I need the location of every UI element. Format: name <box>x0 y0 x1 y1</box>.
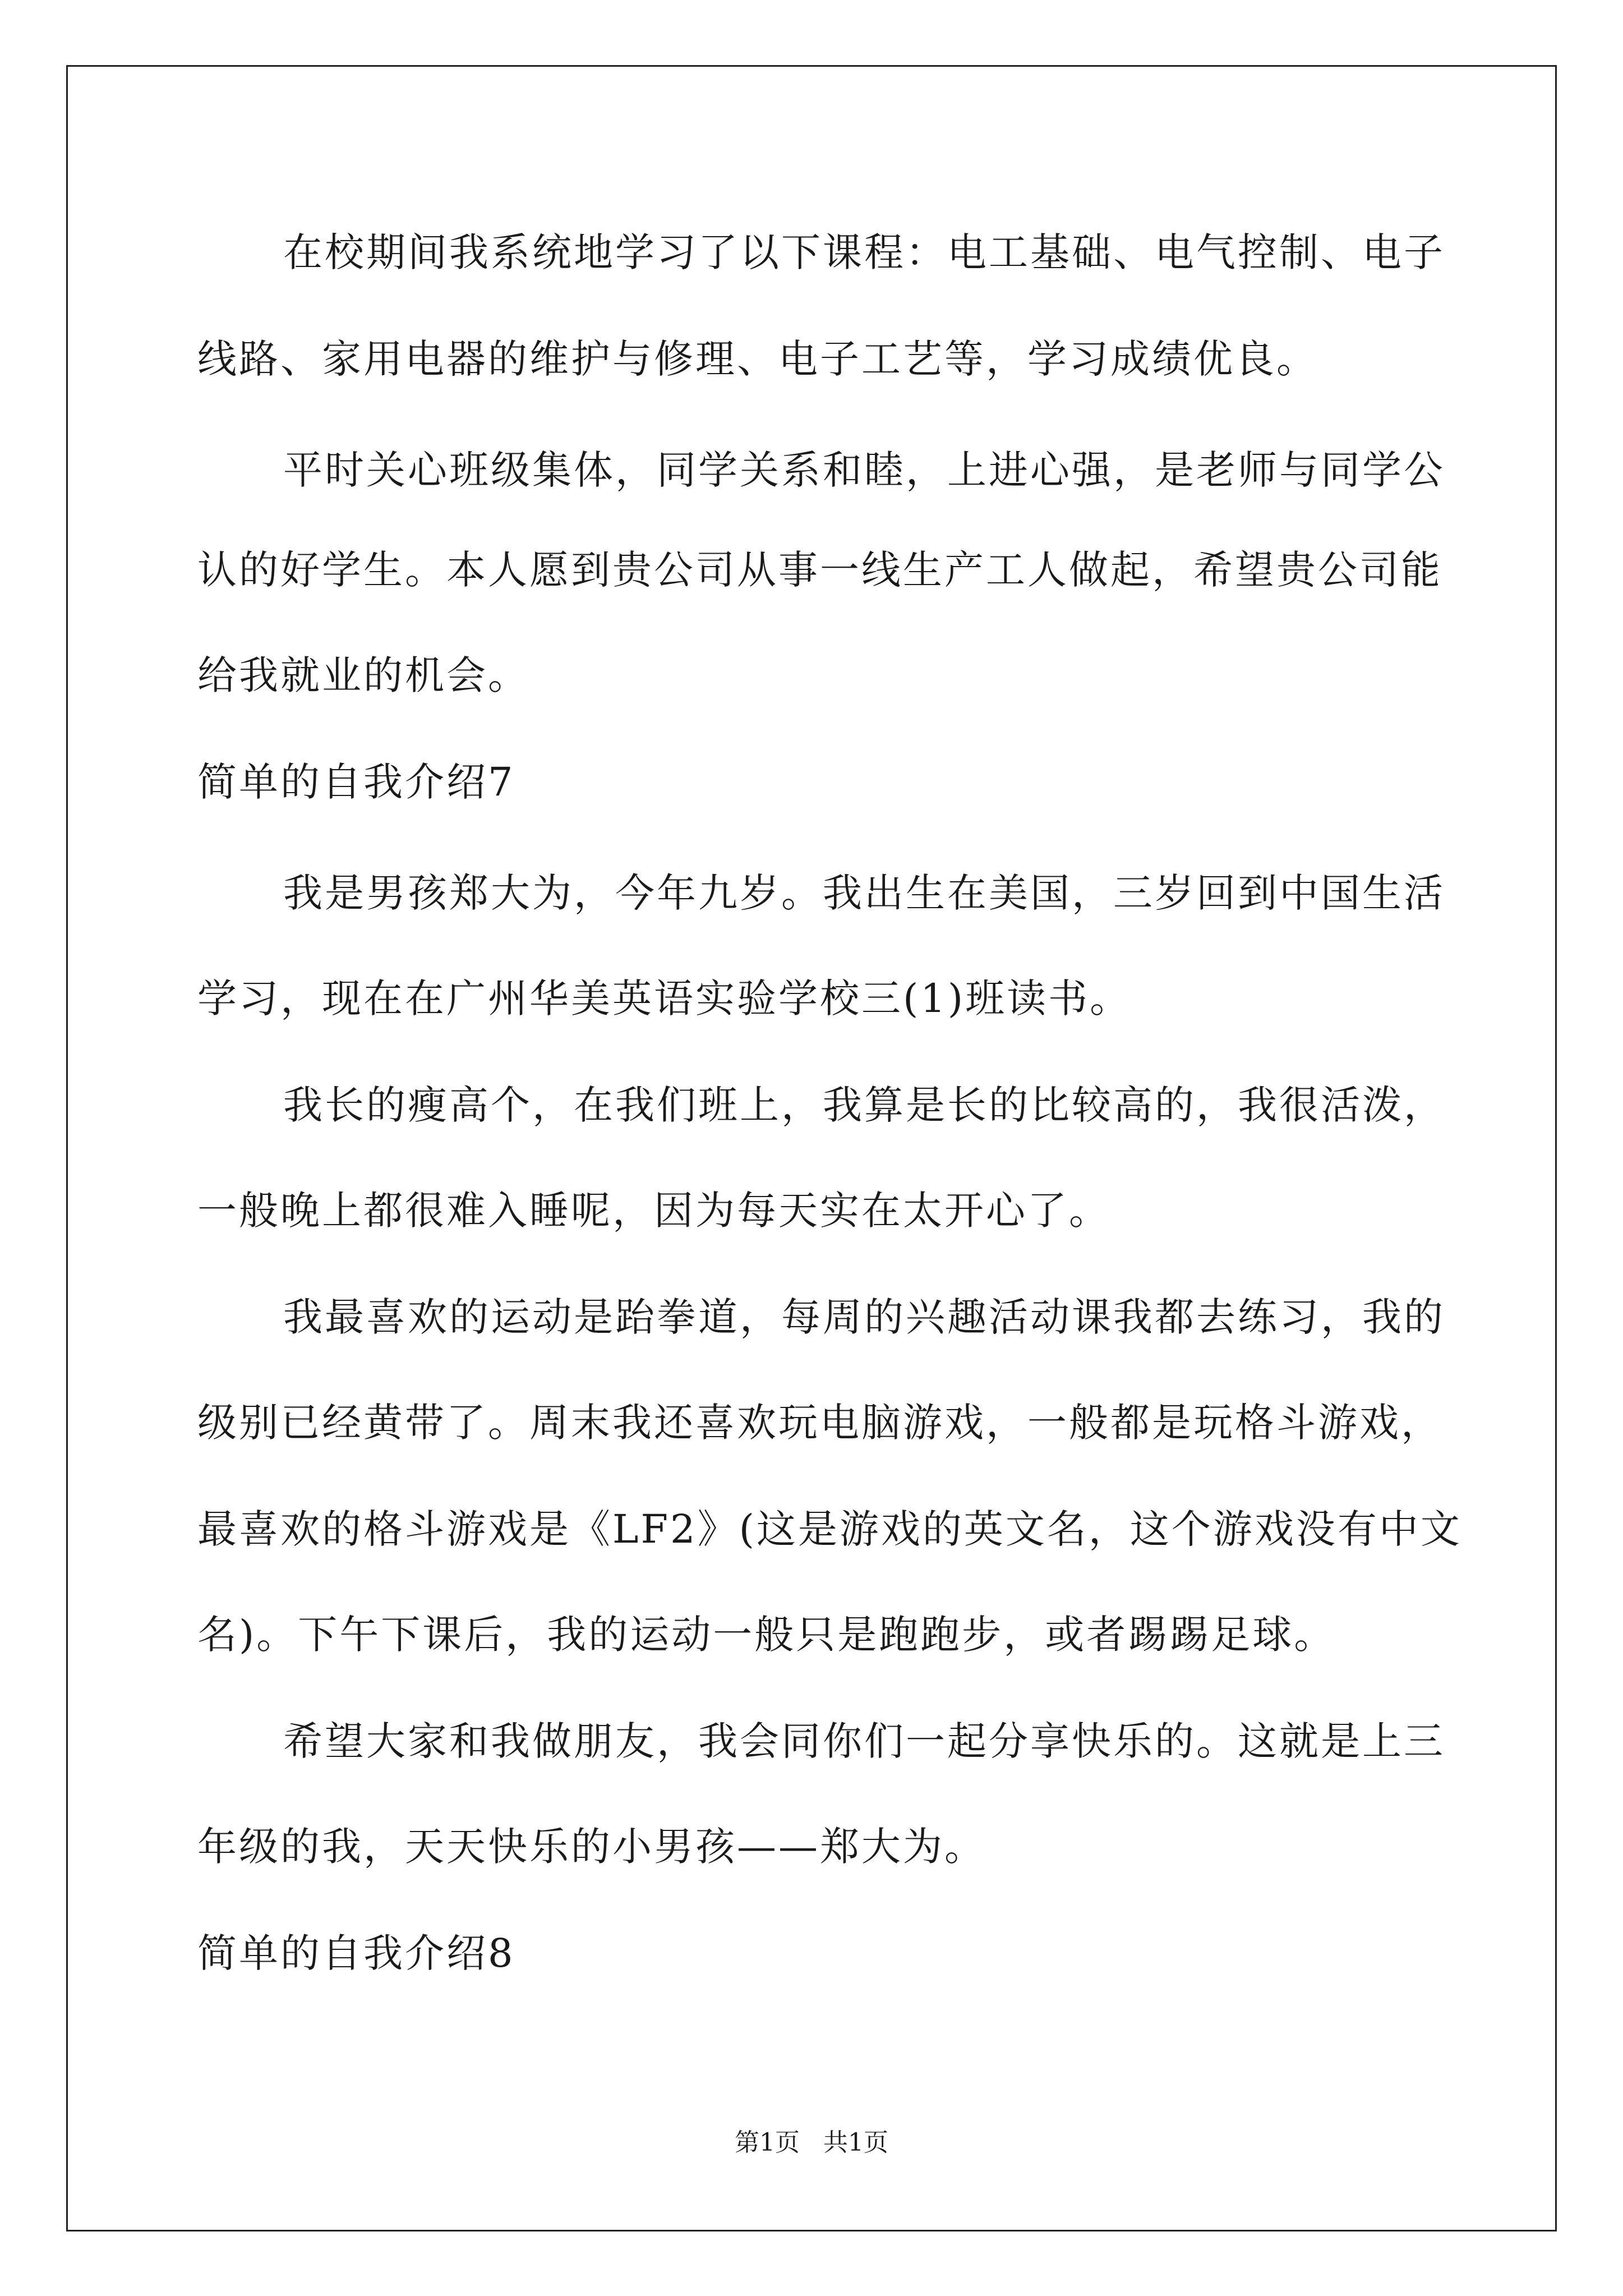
paragraph-line: 认的好学生。本人愿到贵公司从事一线生产工人做起，希望贵公司能 <box>197 547 1442 593</box>
paragraph-line: 级别已经黄带了。周末我还喜欢玩电脑游戏，一般都是玩格斗游戏， <box>197 1400 1442 1446</box>
paragraph-line: 我最喜欢的运动是跆拳道，每周的兴趣活动课我都去练习，我的 <box>283 1294 1445 1340</box>
paragraph-line: 最喜欢的格斗游戏是《LF2》(这是游戏的英文名，这个游戏没有中文 <box>197 1506 1462 1552</box>
paragraph-line: 名)。下午下课后，我的运动一般只是跑跑步，或者踢踢足球。 <box>197 1612 1336 1658</box>
section-heading: 简单的自我介绍8 <box>197 1930 515 1976</box>
paragraph-line: 年级的我，天天快乐的小男孩——郑大为。 <box>197 1824 986 1870</box>
paragraph-line: 平时关心班级集体，同学关系和睦，上进心强，是老师与同学公 <box>283 447 1445 493</box>
paragraph-line: 一般晚上都很难入睡呢，因为每天实在太开心了。 <box>197 1188 1110 1234</box>
paragraph-line: 在校期间我系统地学习了以下课程：电工基础、电气控制、电子 <box>283 229 1445 275</box>
page-border <box>66 65 1557 2231</box>
paragraph-line: 学习，现在在广州华美英语实验学校三(1)班读书。 <box>197 976 1132 1022</box>
paragraph-line: 线路、家用电器的维护与修理、电子工艺等，学习成绩优良。 <box>197 336 1318 382</box>
paragraph-line: 我是男孩郑大为，今年九岁。我出生在美国，三岁回到中国生活 <box>283 870 1445 916</box>
page-footer: 第1页 共1页 <box>735 2128 888 2157</box>
paragraph-line: 我长的瘦高个，在我们班上，我算是长的比较高的，我很活泼， <box>283 1082 1445 1128</box>
paragraph-line: 希望大家和我做朋友，我会同你们一起分享快乐的。这就是上三 <box>283 1718 1445 1764</box>
section-heading: 简单的自我介绍7 <box>197 759 515 805</box>
paragraph-line: 给我就业的机会。 <box>197 652 529 698</box>
